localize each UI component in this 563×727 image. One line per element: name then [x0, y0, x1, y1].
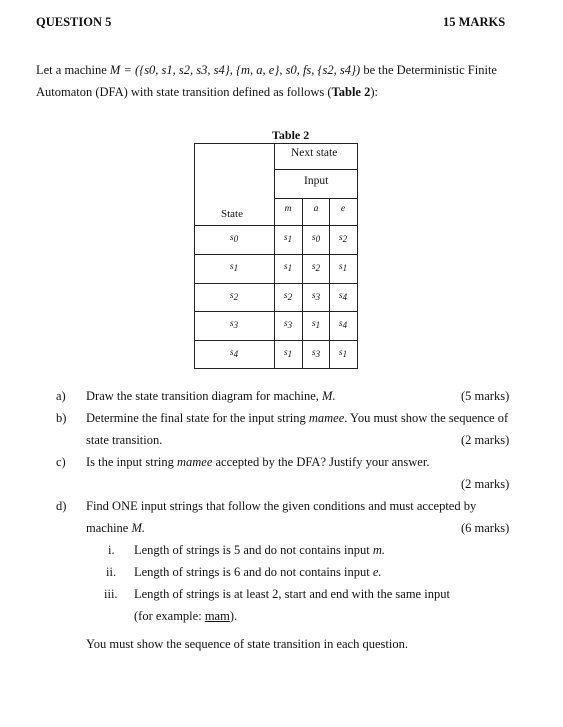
- table-caption: Table 2: [272, 128, 310, 142]
- question-b-line-2: state transition.: [86, 433, 163, 447]
- question-d-marks: (6 marks): [461, 521, 510, 535]
- sub-item-text: [134, 543, 385, 558]
- row-state: s1: [229, 262, 239, 273]
- question-marks: 15 MARKS: [443, 15, 506, 29]
- input-string: mamee: [176, 455, 213, 469]
- intro-line-2: [36, 85, 378, 100]
- input-a-header: a: [313, 204, 319, 214]
- cell-next-e: s1: [338, 262, 348, 273]
- question-text: (for example:: [134, 609, 202, 623]
- transition-table: [194, 143, 358, 369]
- next-state-header: Next state: [291, 147, 338, 159]
- question-c-marks: (2 marks): [461, 477, 510, 491]
- cell-next-e: s2: [338, 233, 348, 244]
- cell-next-m: s3: [283, 319, 293, 330]
- cell-next-a: s0: [311, 233, 321, 244]
- question-d-line-2: [86, 521, 145, 536]
- footer-instruction: You must show the sequence of state transition in each question.: [86, 637, 408, 651]
- machine-symbol: M.: [322, 389, 336, 403]
- question-text: Is the input string: [86, 455, 174, 469]
- input-header: Input: [304, 175, 329, 187]
- row-state: s0: [229, 233, 239, 244]
- row-state: s3: [229, 319, 239, 330]
- machine-tuple: = ({s0, s1, s2, s3, s4}, {m, a, e}, s0, fs, {s2, s4}): [123, 63, 361, 77]
- state-header: State: [221, 208, 243, 220]
- question-d-line-1: Find ONE input strings that follow the given conditions and must accepted by: [86, 499, 477, 513]
- question-text: machine: [86, 521, 129, 535]
- question-title: QUESTION 5: [36, 15, 112, 29]
- intro-text: Let a machine: [36, 63, 107, 77]
- question-b-marks: (2 marks): [461, 433, 510, 447]
- sub-item-text: Length of strings is at least 2, start and end with the same input: [134, 587, 450, 601]
- intro-line-1: [36, 63, 497, 78]
- intro-text: Automaton (DFA) with state transition defined as follows (: [36, 85, 332, 99]
- example-text: [134, 609, 237, 624]
- cell-next-e: s4: [338, 291, 348, 302]
- input-string: mamee: [308, 411, 345, 425]
- input-symbol: m.: [372, 543, 386, 557]
- cell-next-m: s2: [283, 291, 293, 302]
- question-text: . You must show the sequence of: [344, 411, 509, 425]
- input-e-header: e: [340, 204, 346, 214]
- row-state: s4: [229, 348, 239, 359]
- question-a-marks: (5 marks): [461, 389, 510, 403]
- question-a-label: a): [56, 389, 66, 403]
- question-text: Length of strings is 6 and do not contains input: [134, 565, 370, 579]
- question-text: Length of strings is 5 and do not contains input: [134, 543, 370, 557]
- cell-next-m: s1: [283, 233, 293, 244]
- row-state: s2: [229, 291, 239, 302]
- question-text: Draw the state transition diagram for machine,: [86, 389, 319, 403]
- table-reference: Table 2: [331, 85, 371, 99]
- cell-next-e: s4: [338, 319, 348, 330]
- cell-next-m: s1: [283, 348, 293, 359]
- cell-next-a: s1: [311, 319, 321, 330]
- question-text: Determine the final state for the input string: [86, 411, 306, 425]
- cell-next-m: s1: [283, 262, 293, 273]
- cell-next-a: s3: [311, 348, 321, 359]
- question-text: ).: [229, 609, 238, 623]
- sub-item-text: [134, 565, 382, 580]
- intro-text: ):: [370, 85, 378, 99]
- question-b-label: b): [56, 411, 67, 425]
- question-a-text: [86, 389, 336, 404]
- question-b-line-1: [86, 411, 508, 426]
- sub-item-number: i.: [108, 543, 115, 557]
- example-string: mam: [204, 609, 230, 623]
- intro-text: be the Deterministic Finite: [363, 63, 497, 77]
- cell-next-e: s1: [338, 348, 348, 359]
- machine-symbol: M: [109, 63, 121, 77]
- question-text: accepted by the DFA? Justify your answer.: [215, 455, 430, 469]
- cell-next-a: s3: [311, 291, 321, 302]
- machine-symbol: M.: [131, 521, 146, 535]
- sub-item-number: ii.: [106, 565, 117, 579]
- question-c-label: c): [56, 455, 66, 469]
- question-d-label: d): [56, 499, 67, 513]
- cell-next-a: s2: [311, 262, 321, 273]
- sub-item-number: iii.: [104, 587, 118, 601]
- question-c-text: [86, 455, 429, 470]
- input-symbol: e.: [372, 565, 382, 579]
- input-m-header: m: [284, 204, 292, 214]
